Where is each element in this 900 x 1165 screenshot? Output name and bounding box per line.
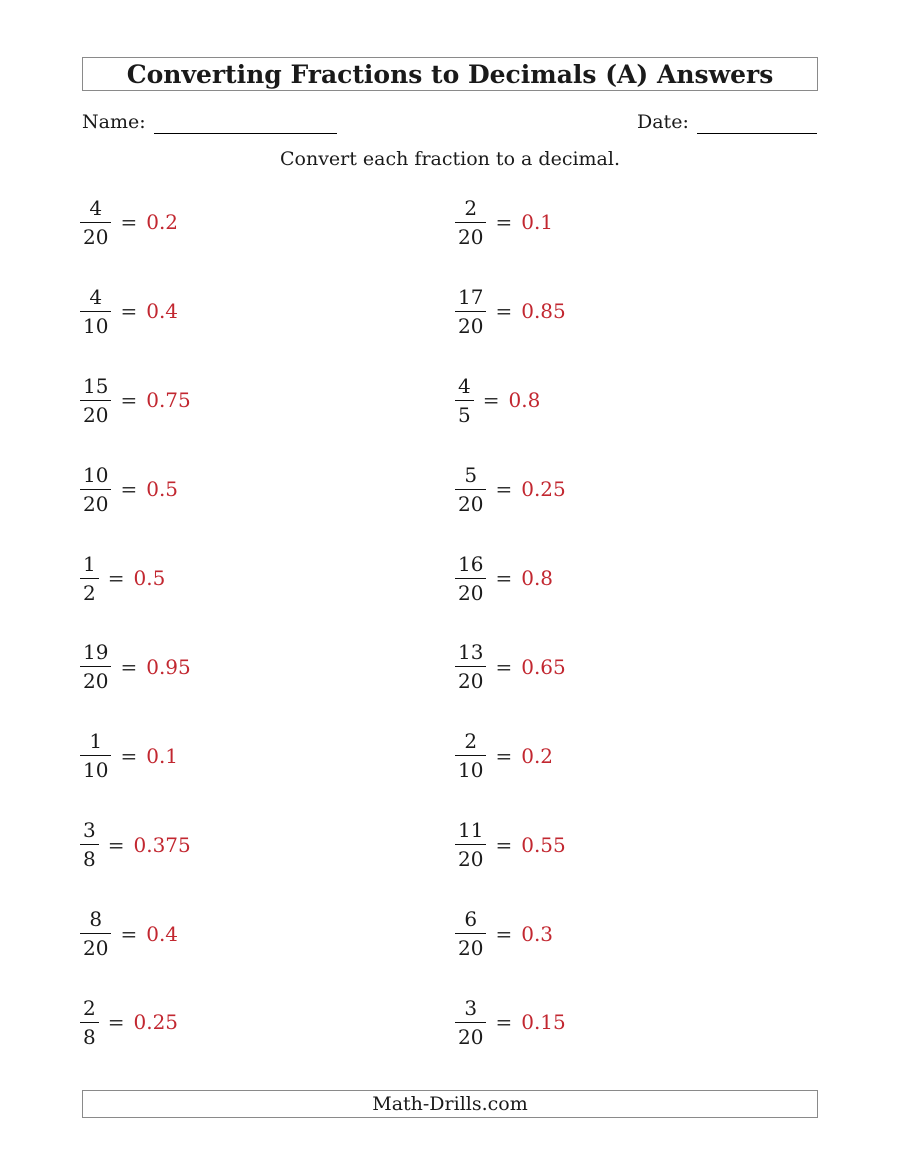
equals-sign: = xyxy=(120,654,138,679)
problem xyxy=(80,622,455,711)
fraction-numerator: 1 xyxy=(89,729,103,754)
fraction-denominator: 20 xyxy=(80,222,111,248)
fraction xyxy=(455,908,486,959)
date-label: Date: xyxy=(637,111,689,133)
fraction xyxy=(455,464,486,515)
footer-box xyxy=(82,1090,818,1118)
page-title: Converting Fractions to Decimals (A) Answers xyxy=(126,59,774,89)
fraction xyxy=(455,375,474,426)
fraction-numerator: 2 xyxy=(464,195,478,220)
problem xyxy=(455,711,830,800)
fraction-denominator: 20 xyxy=(455,311,486,337)
fraction xyxy=(80,375,111,426)
fraction-numerator: 19 xyxy=(83,640,109,665)
fraction-numerator: 1 xyxy=(83,551,96,576)
problem xyxy=(455,356,830,445)
fraction-numerator: 3 xyxy=(464,995,478,1020)
equals-sign: = xyxy=(495,832,513,857)
fraction-denominator: 10 xyxy=(80,755,111,781)
answer-value: 0.55 xyxy=(521,832,566,857)
fraction xyxy=(455,197,486,248)
name-date-row xyxy=(82,110,818,138)
problem xyxy=(80,356,455,445)
fraction-numerator: 15 xyxy=(83,373,109,398)
problem xyxy=(80,800,455,889)
date-field-group xyxy=(637,110,817,134)
answer-value: 0.2 xyxy=(146,210,179,235)
equals-sign: = xyxy=(495,1010,513,1035)
name-label: Name: xyxy=(82,111,146,133)
problems-grid xyxy=(80,178,840,1067)
fraction-numerator: 4 xyxy=(458,373,471,398)
answer-value: 0.5 xyxy=(146,477,179,502)
fraction-denominator: 20 xyxy=(455,222,486,248)
answer-value: 0.85 xyxy=(521,299,566,324)
equals-sign: = xyxy=(107,832,125,857)
name-blank-line xyxy=(154,110,337,134)
fraction-denominator: 20 xyxy=(455,1022,486,1048)
fraction-denominator: 5 xyxy=(455,400,474,426)
fraction-numerator: 3 xyxy=(83,818,96,843)
problem xyxy=(455,622,830,711)
problem xyxy=(80,978,455,1067)
fraction xyxy=(80,908,111,959)
equals-sign: = xyxy=(495,566,513,590)
fraction-numerator: 2 xyxy=(83,995,96,1020)
fraction xyxy=(455,286,486,337)
date-blank-line xyxy=(697,110,817,134)
fraction-denominator: 20 xyxy=(80,489,111,515)
problem xyxy=(80,889,455,978)
answer-value: 0.1 xyxy=(521,210,554,235)
fraction-numerator: 17 xyxy=(458,284,484,309)
equals-sign: = xyxy=(495,299,513,324)
equals-sign: = xyxy=(120,299,138,324)
fraction-denominator: 10 xyxy=(455,755,486,781)
equals-sign: = xyxy=(120,477,138,502)
equals-sign: = xyxy=(495,743,513,768)
problem xyxy=(80,445,455,534)
answer-value: 0.375 xyxy=(133,832,191,857)
answer-value: 0.8 xyxy=(508,388,541,413)
answer-value: 0.75 xyxy=(146,388,191,413)
fraction xyxy=(80,286,111,337)
answer-value: 0.65 xyxy=(521,654,566,679)
fraction-numerator: 13 xyxy=(458,640,484,665)
equals-sign: = xyxy=(120,388,138,413)
problem xyxy=(80,178,455,267)
fraction xyxy=(80,730,111,781)
fraction xyxy=(455,819,486,870)
problem xyxy=(455,267,830,356)
fraction-numerator: 10 xyxy=(83,462,109,487)
fraction-denominator: 20 xyxy=(455,844,486,870)
problem xyxy=(455,800,830,889)
equals-sign: = xyxy=(482,388,500,413)
fraction-denominator: 10 xyxy=(80,311,111,337)
fraction-denominator: 20 xyxy=(455,666,486,692)
fraction-numerator: 5 xyxy=(464,462,478,487)
fraction-denominator: 8 xyxy=(80,1022,99,1048)
fraction xyxy=(455,997,486,1048)
fraction-numerator: 11 xyxy=(458,818,484,843)
fraction-denominator: 20 xyxy=(80,400,111,426)
fraction-numerator: 4 xyxy=(89,284,103,309)
equals-sign: = xyxy=(120,921,138,946)
fraction xyxy=(80,197,111,248)
answer-value: 0.1 xyxy=(146,743,179,768)
fraction-denominator: 20 xyxy=(80,933,111,959)
equals-sign: = xyxy=(495,477,513,502)
worksheet-title-box xyxy=(82,57,818,91)
equals-sign: = xyxy=(495,210,513,235)
answer-value: 0.25 xyxy=(133,1010,179,1035)
fraction xyxy=(80,997,99,1048)
answer-value: 0.2 xyxy=(521,743,554,768)
equals-sign: = xyxy=(495,921,513,946)
answer-value: 0.15 xyxy=(521,1010,566,1035)
footer-text: Math-Drills.com xyxy=(372,1093,528,1115)
name-field-group xyxy=(82,110,337,134)
fraction-denominator: 2 xyxy=(80,578,99,604)
fraction-numerator: 4 xyxy=(89,195,103,220)
fraction-denominator: 20 xyxy=(455,578,486,604)
instruction-text: Convert each fraction to a decimal. xyxy=(279,148,620,170)
fraction-numerator: 6 xyxy=(464,907,478,932)
fraction-denominator: 8 xyxy=(80,844,99,870)
answer-value: 0.25 xyxy=(521,477,566,502)
equals-sign: = xyxy=(107,566,125,590)
problem xyxy=(80,267,455,356)
problem xyxy=(455,534,830,623)
fraction xyxy=(455,641,486,692)
fraction xyxy=(80,553,99,604)
answer-value: 0.3 xyxy=(521,921,554,946)
answer-value: 0.4 xyxy=(146,921,179,946)
problem xyxy=(455,889,830,978)
fraction-numerator: 2 xyxy=(464,729,478,754)
fraction-denominator: 20 xyxy=(455,933,486,959)
answer-value: 0.5 xyxy=(133,566,166,590)
problem xyxy=(455,178,830,267)
fraction-numerator: 8 xyxy=(89,907,103,932)
problem xyxy=(80,711,455,800)
fraction xyxy=(455,730,486,781)
fraction xyxy=(80,641,111,692)
equals-sign: = xyxy=(107,1010,125,1035)
fraction-denominator: 20 xyxy=(455,489,486,515)
fraction xyxy=(80,464,111,515)
equals-sign: = xyxy=(495,654,513,679)
fraction-denominator: 20 xyxy=(80,666,111,692)
fraction-numerator: 16 xyxy=(458,551,484,576)
problem xyxy=(455,445,830,534)
equals-sign: = xyxy=(120,743,138,768)
problem xyxy=(80,534,455,623)
fraction xyxy=(455,553,486,604)
equals-sign: = xyxy=(120,210,138,235)
answer-value: 0.95 xyxy=(146,654,191,679)
answer-value: 0.8 xyxy=(521,566,554,590)
answer-value: 0.4 xyxy=(146,299,179,324)
problem xyxy=(455,978,830,1067)
fraction xyxy=(80,819,99,870)
